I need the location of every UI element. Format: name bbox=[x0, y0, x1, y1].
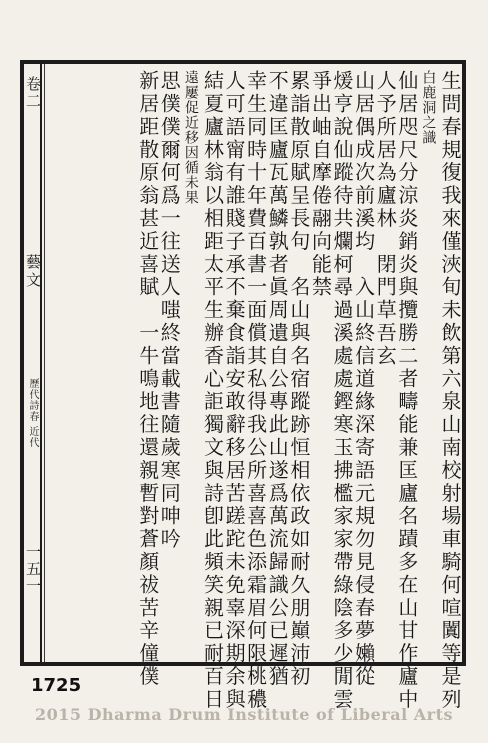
text-column: 人予所居為廬林 閉門草吾玄 bbox=[373, 70, 398, 368]
margin-section: 藝文 bbox=[24, 254, 42, 290]
text-column: 生問春規復我來僅浹旬未飲第六泉山南校射場車騎何喧闐等是列 bbox=[438, 70, 462, 712]
text-column: 不違匡廬瓦萬鱗孰者眞周遺自公專此山遂爲萬流歸識公已遲猶 bbox=[265, 70, 290, 689]
text-column: 幸生同時十年費百書一面償其私得我公所喜喜色添霜眉何限桃穠 bbox=[243, 70, 268, 712]
margin-subsection: 歷代詩春 近代 bbox=[27, 378, 38, 449]
text-column: 人可語甯有誰賤子承不棄食詣安敢辭移居苦蹉跎未免辜深期余與 bbox=[222, 70, 247, 712]
text-column: 新居距散原翁甚近喜賦 一牛鳴地往還親暫對蒼顏祓苦辛僮僕 bbox=[135, 70, 160, 689]
text-column-note: 遠屢促近移因循未果 bbox=[182, 70, 199, 205]
margin-leaf-number: 一五一 bbox=[24, 544, 42, 595]
gutter-rule bbox=[44, 64, 45, 662]
text-column: 山居偶成次前溪均 入山終信道緣深寄語元規勿見侵春夢嬾從 bbox=[351, 70, 376, 689]
page-number: 1725 bbox=[31, 675, 82, 696]
text-column: 累詣散原賦呈長句 名山與名宿蹤跡恒相依政如耐久朋巔沛初 bbox=[286, 70, 311, 689]
copyright-watermark: 2015 Dharma Drum Institute of Liberal Arts bbox=[35, 705, 453, 724]
text-column: 仙居咫尺分涼炎銷炎與攬勝二者疇能兼匡廬名蹟多在山甘作廬中 bbox=[394, 70, 419, 712]
margin-volume: 卷二 bbox=[24, 76, 42, 110]
text-column-note: 白鹿洞之識 bbox=[420, 70, 437, 145]
text-column: 爭出岫自摩倦翮向能禁 bbox=[308, 70, 333, 299]
page-margin bbox=[22, 66, 40, 660]
text-column: 結夏廬林翁以相距太平生辦香心詎獨文與詩卽此頻笑親已耐百日 bbox=[200, 70, 225, 712]
text-column: 思僕僕爾何爲一往送人嗤終當載書隨歲寒同呻吟 bbox=[157, 70, 182, 551]
text-column: 煖亨說仙蹤待共爛柯尋過溪處處鏗寒玉拂檻家家帶綠陰多少閒雲 bbox=[330, 70, 355, 712]
